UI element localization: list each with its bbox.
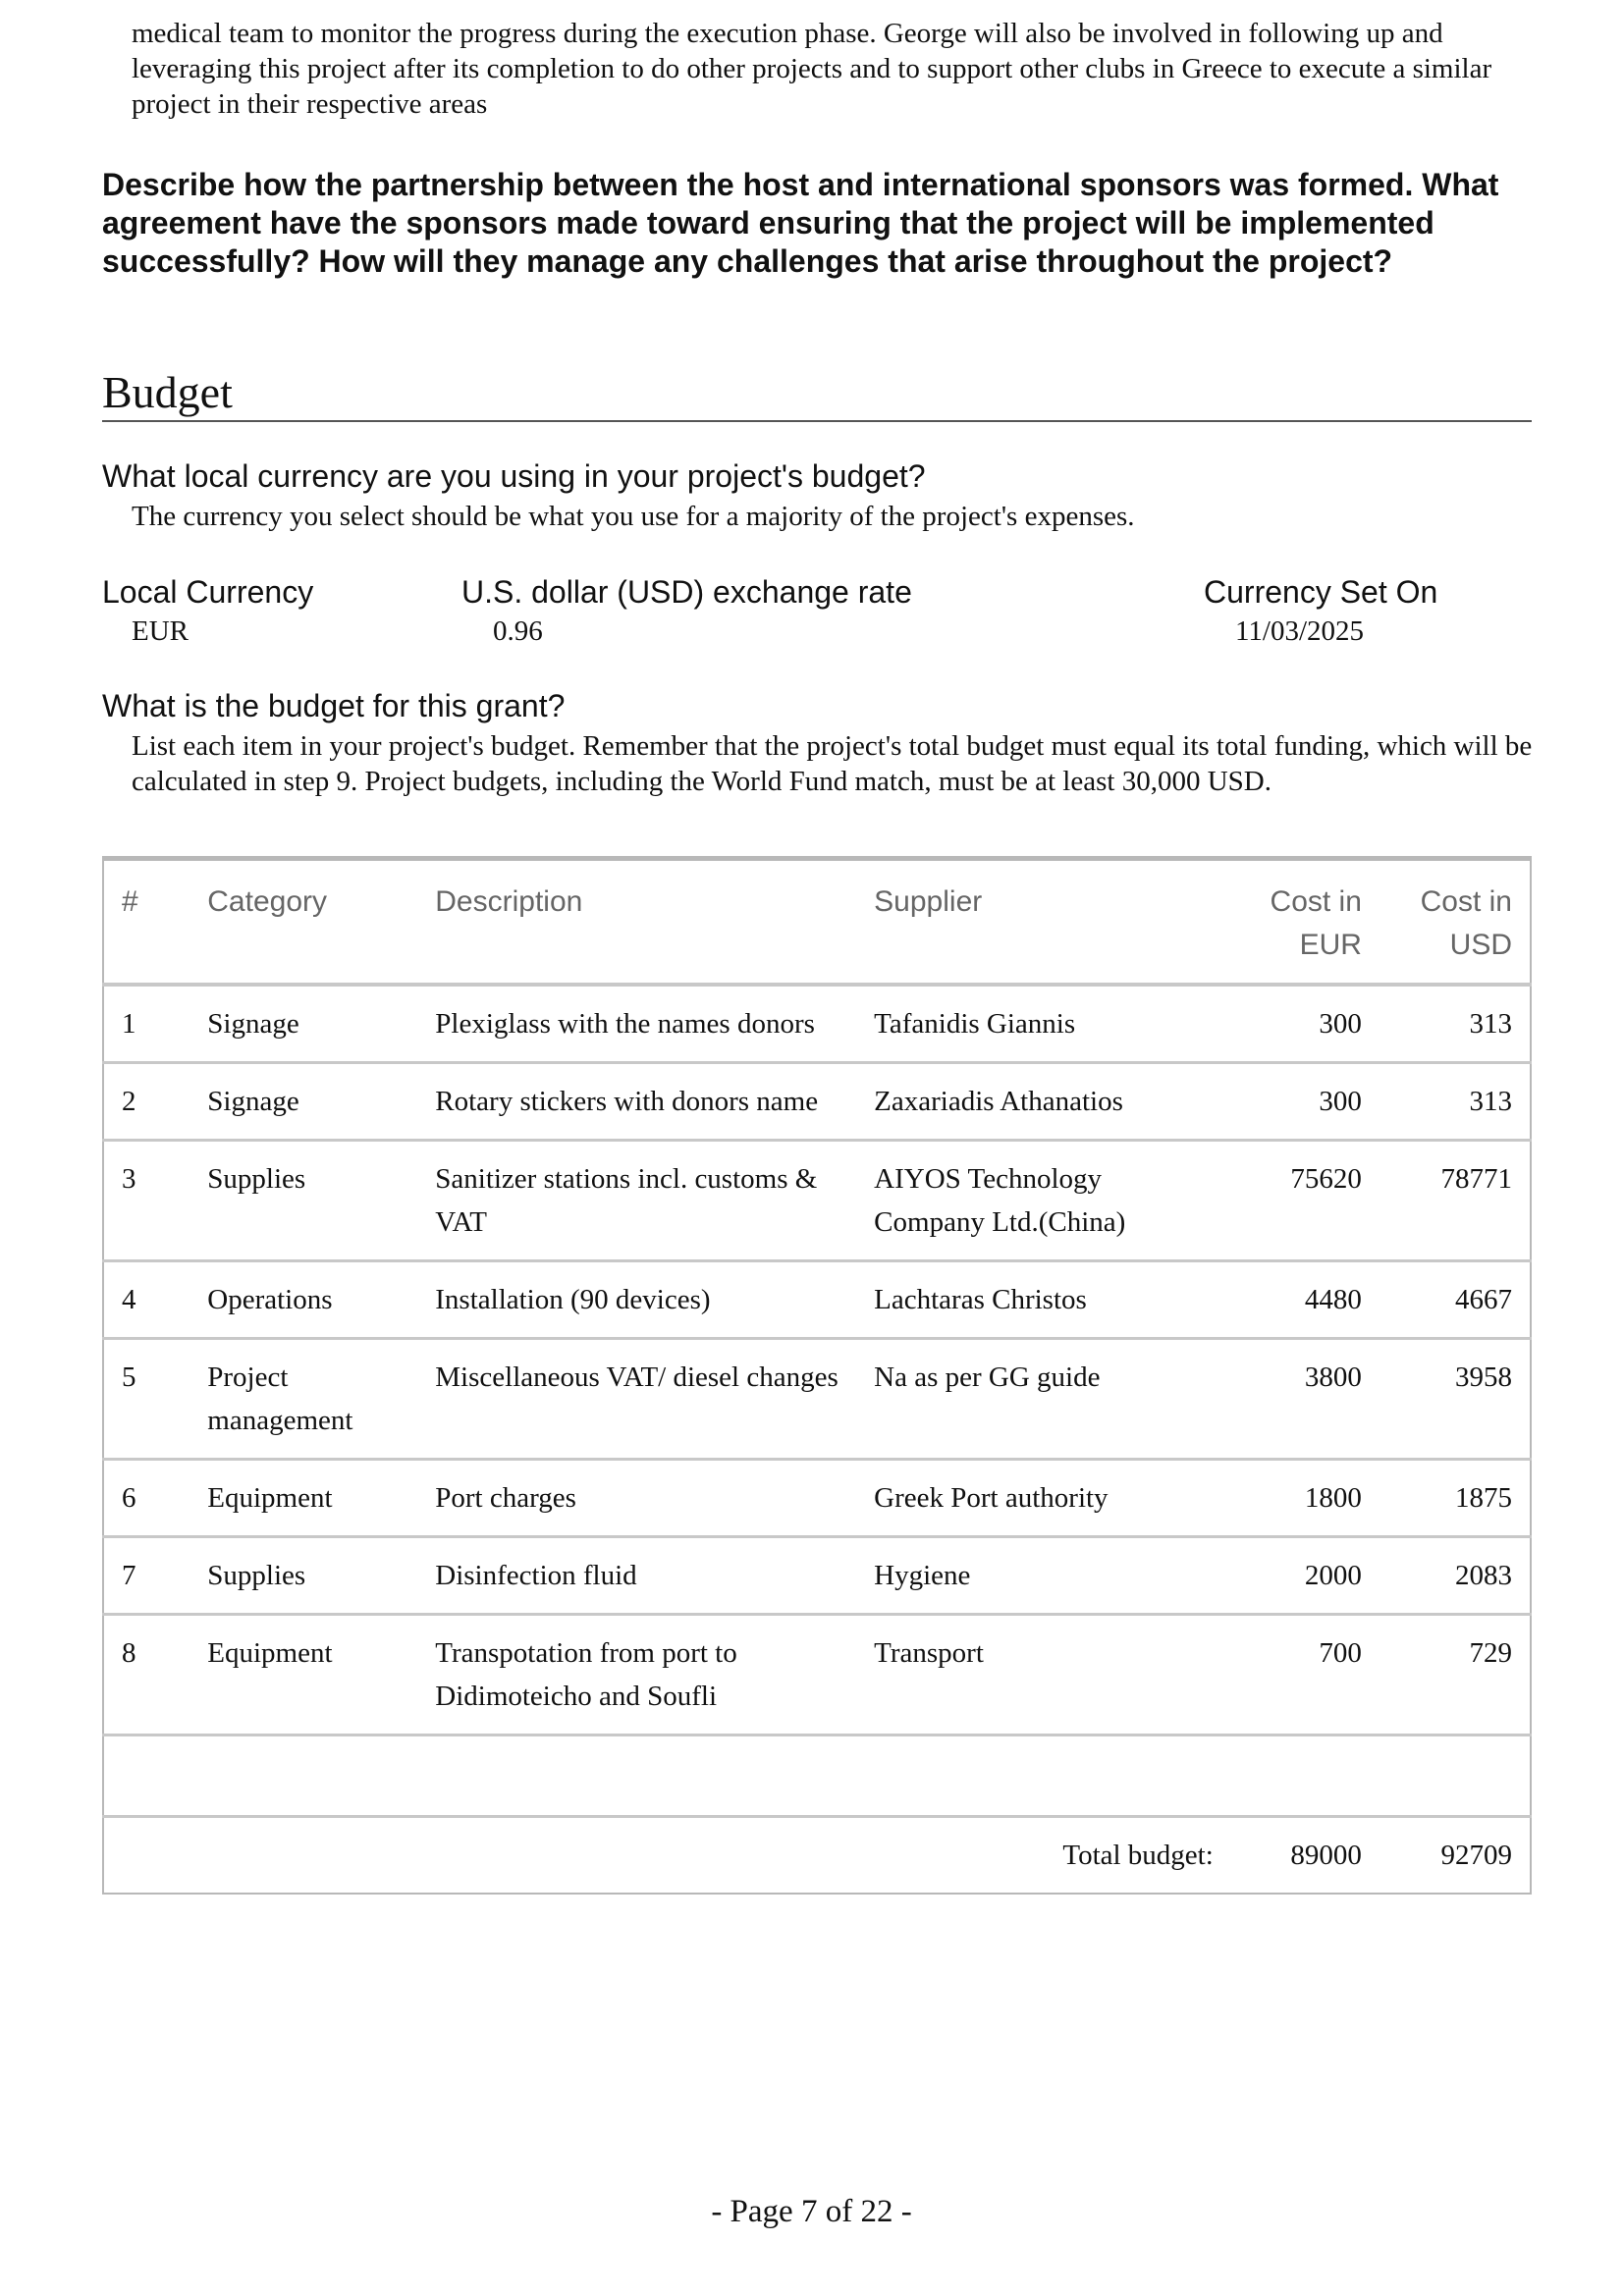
- row-cost-eur: 3800: [1304, 1362, 1362, 1393]
- table-row: [103, 1141, 1531, 1261]
- row-cost-usd: 78771: [1440, 1163, 1512, 1195]
- row-cost-eur: 1800: [1304, 1482, 1362, 1514]
- total-row: [103, 1817, 1531, 1895]
- row-number: 2: [122, 1086, 136, 1117]
- currency-helper-text: The currency you select should be what you use for a majority of the project's expenses.: [132, 501, 1135, 532]
- grant-budget-question: What is the budget for this grant?: [102, 688, 566, 723]
- row-supplier: Zaxariadis Athanatios: [874, 1086, 1123, 1117]
- total-budget-label: Total budget:: [1062, 1840, 1214, 1871]
- local-currency-value: EUR: [132, 615, 189, 647]
- row-description: Plexiglass with the names donors: [435, 1008, 815, 1040]
- row-number: 8: [122, 1637, 136, 1669]
- table-row: [103, 1537, 1531, 1615]
- row-category: Equipment: [207, 1637, 333, 1669]
- row-number: 3: [122, 1163, 136, 1195]
- row-supplier: Lachtaras Christos: [874, 1284, 1087, 1315]
- row-cost-usd: 4667: [1455, 1284, 1512, 1315]
- row-cost-eur: 300: [1319, 1086, 1362, 1117]
- row-number: 6: [122, 1482, 136, 1514]
- header-number: #: [122, 885, 138, 918]
- row-cost-eur: 4480: [1304, 1284, 1362, 1315]
- row-cost-usd: 2083: [1455, 1560, 1512, 1591]
- row-category: Project management: [207, 1362, 353, 1436]
- row-category: Signage: [207, 1086, 299, 1117]
- row-number: 5: [122, 1362, 136, 1393]
- currency-set-on-value: 11/03/2025: [1235, 615, 1365, 647]
- local-currency-label: Local Currency: [102, 574, 314, 610]
- exchange-rate-label: U.S. dollar (USD) exchange rate: [461, 574, 912, 610]
- row-cost-usd: 313: [1469, 1008, 1512, 1040]
- row-supplier: AIYOS Technology Company Ltd.(China): [874, 1163, 1126, 1238]
- table-row: [103, 1460, 1531, 1537]
- header-supplier: Supplier: [874, 885, 983, 918]
- grant-budget-helper-text: List each item in your project's budget. Remember that the project's total budget must equal its total funding, which will be calculated in step 9. Project budgets, including the World Fund match, must be at least 30,000 USD.: [132, 730, 1533, 797]
- row-cost-usd: 313: [1469, 1086, 1512, 1117]
- row-number: 1: [122, 1008, 136, 1040]
- table-row: [103, 1615, 1531, 1735]
- currency-question: What local currency are you using in your project's budget?: [102, 458, 926, 494]
- row-supplier: Na as per GG guide: [874, 1362, 1101, 1393]
- header-description: Description: [435, 885, 583, 918]
- header-category: Category: [207, 885, 327, 918]
- row-cost-usd: 729: [1469, 1637, 1512, 1669]
- row-category: Signage: [207, 1008, 299, 1040]
- row-description: Sanitizer stations incl. customs & VAT: [435, 1163, 818, 1238]
- row-description: Installation (90 devices): [435, 1284, 711, 1315]
- row-cost-eur: 700: [1319, 1637, 1362, 1669]
- row-number: 4: [122, 1284, 136, 1315]
- empty-row: [103, 1735, 1531, 1817]
- budget-table-header-row: [103, 859, 1531, 986]
- row-description: Disinfection fluid: [435, 1560, 637, 1591]
- header-cost-usd: Cost in USD: [1420, 885, 1512, 961]
- row-supplier: Transport: [874, 1637, 984, 1669]
- table-row: [103, 1063, 1531, 1141]
- table-row: [103, 985, 1531, 1063]
- currency-set-on-label: Currency Set On: [1204, 574, 1438, 610]
- row-supplier: Hygiene: [874, 1560, 971, 1591]
- header-cost-eur: Cost in EUR: [1270, 885, 1362, 961]
- partnership-question: Describe how the partnership between the host and international sponsors was formed. What agreement have the sponsors made toward ensuring that the project will be implemented successfully? How will they manage any challenges that arise throughout the project?: [102, 167, 1499, 279]
- row-description: Transpotation from port to Didimoteicho and Soufli: [435, 1637, 737, 1712]
- row-description: Port charges: [435, 1482, 576, 1514]
- row-cost-usd: 1875: [1455, 1482, 1512, 1514]
- row-supplier: Greek Port authority: [874, 1482, 1109, 1514]
- budget-table: [102, 856, 1532, 1895]
- total-cost-eur: 89000: [1290, 1840, 1362, 1871]
- row-cost-eur: 75620: [1290, 1163, 1362, 1195]
- row-category: Equipment: [207, 1482, 333, 1514]
- row-description: Rotary stickers with donors name: [435, 1086, 819, 1117]
- budget-section-title: Budget: [102, 365, 1532, 422]
- page-number-footer: - Page 7 of 22 -: [711, 2194, 912, 2229]
- row-category: Supplies: [207, 1163, 306, 1195]
- row-supplier: Tafanidis Giannis: [874, 1008, 1076, 1040]
- total-cost-usd: 92709: [1440, 1840, 1512, 1871]
- row-cost-eur: 300: [1319, 1008, 1362, 1040]
- intro-paragraph: medical team to monitor the progress during the execution phase. George will also be involved in following up and leveraging this project after its completion to do other projects and to support other clubs in Greece to execute a similar project in their respective areas: [132, 18, 1492, 120]
- row-cost-usd: 3958: [1455, 1362, 1512, 1393]
- row-number: 7: [122, 1560, 136, 1591]
- row-description: Miscellaneous VAT/ diesel changes: [435, 1362, 839, 1393]
- table-row: [103, 1339, 1531, 1460]
- table-row: [103, 1261, 1531, 1339]
- exchange-rate-value: 0.96: [493, 615, 543, 647]
- row-cost-eur: 2000: [1304, 1560, 1362, 1591]
- row-category: Supplies: [207, 1560, 306, 1591]
- row-category: Operations: [207, 1284, 333, 1315]
